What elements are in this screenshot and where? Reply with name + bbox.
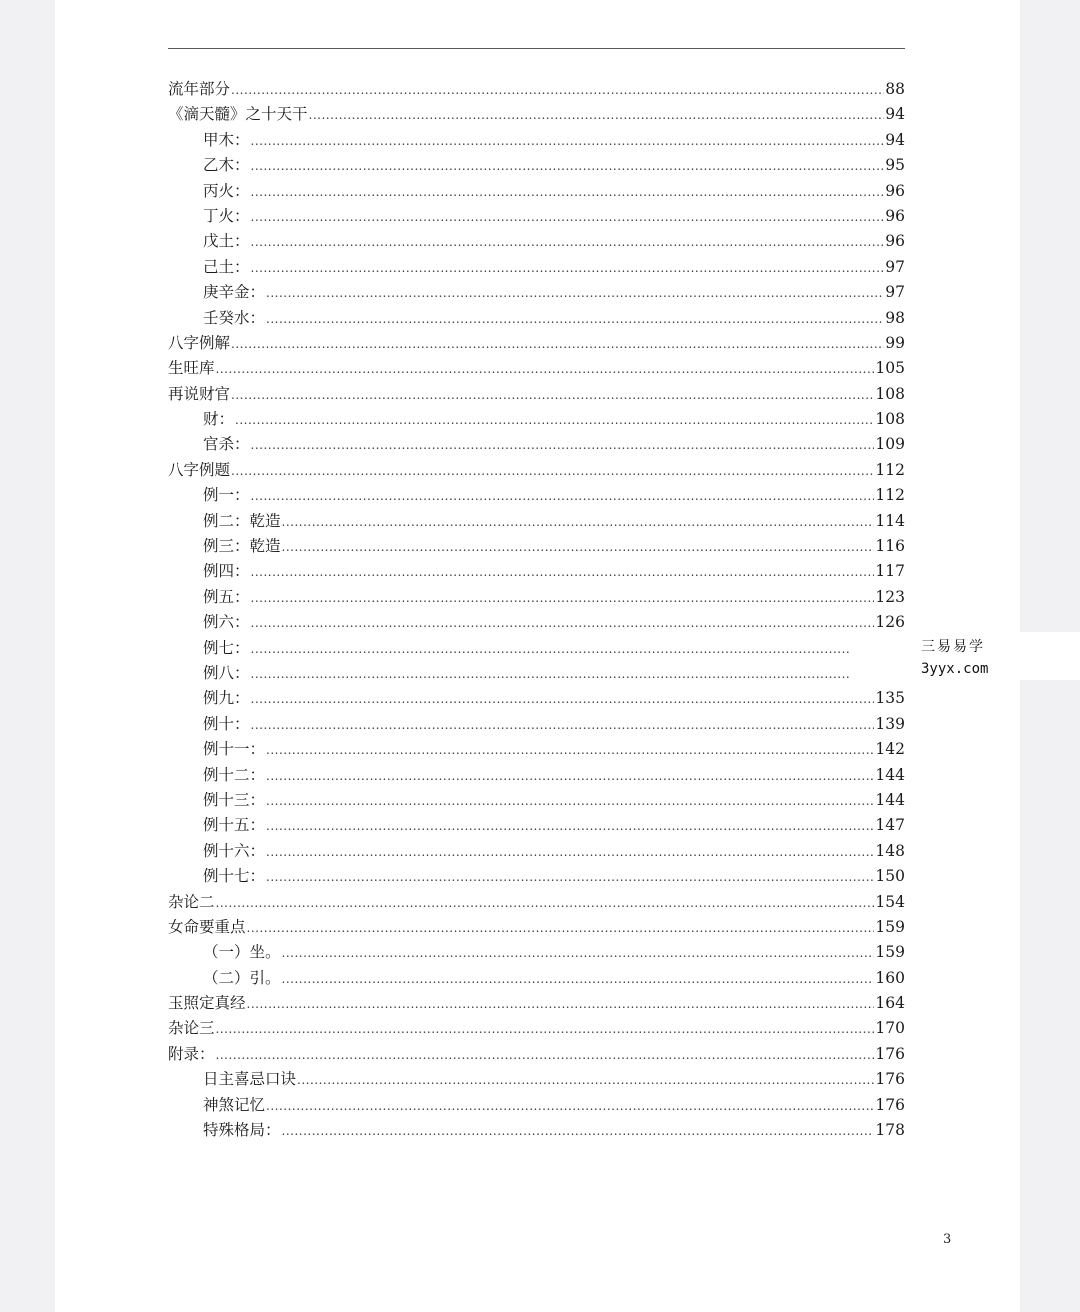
toc-leader [216, 357, 875, 382]
toc-entry[interactable] [168, 940, 905, 965]
toc-entry[interactable] [168, 1093, 905, 1118]
toc-entry-title: 再说财官 [168, 384, 231, 403]
toc-entry-title: 丁火： [203, 206, 250, 225]
watermark-url: 3yyx.com [921, 661, 989, 677]
toc-leader [251, 662, 849, 687]
toc-entry-title: 财： [203, 410, 235, 429]
toc-entry-page: 95 [885, 156, 905, 175]
toc-entry-page: 96 [885, 232, 905, 251]
toc-entry[interactable] [168, 1118, 905, 1143]
toc-entry-title: 例十一： [203, 740, 266, 759]
table-of-contents [168, 77, 905, 1143]
toc-entry-title: 生旺库 [168, 359, 215, 378]
toc-entry-page: 112 [875, 486, 905, 505]
toc-leader [251, 433, 875, 458]
toc-entry[interactable] [168, 229, 905, 254]
toc-entry-page: 98 [885, 308, 905, 327]
toc-entry[interactable] [168, 864, 905, 889]
toc-leader [251, 713, 875, 738]
toc-entry-page: 112 [875, 460, 905, 479]
toc-entry[interactable] [168, 661, 905, 686]
toc-entry[interactable] [168, 991, 905, 1016]
toc-entry-page: 108 [875, 410, 905, 429]
toc-entry[interactable] [168, 483, 905, 508]
toc-leader [266, 1094, 874, 1119]
toc-entry[interactable] [168, 585, 905, 610]
toc-leader [251, 586, 875, 611]
toc-entry-title: 例十六： [203, 841, 266, 860]
toc-entry[interactable] [168, 331, 905, 356]
site-watermark [896, 632, 1080, 680]
toc-entry-page: 97 [885, 257, 905, 276]
toc-entry-page: 142 [875, 740, 905, 759]
toc-entry[interactable] [168, 102, 905, 127]
toc-entry-title: 附录： [168, 1044, 215, 1063]
toc-entry[interactable] [168, 432, 905, 457]
toc-entry-title: 官杀： [203, 435, 250, 454]
toc-leader [251, 180, 885, 205]
toc-entry-page: 126 [875, 613, 905, 632]
toc-entry-page: 144 [875, 790, 905, 809]
toc-entry-page: 114 [875, 511, 905, 530]
toc-leader [266, 789, 874, 814]
toc-entry-title: 壬癸水： [203, 308, 266, 327]
toc-entry-page: 144 [875, 765, 905, 784]
toc-leader [251, 560, 875, 585]
toc-leader [251, 256, 885, 281]
toc-entry-title: 例六： [203, 613, 250, 632]
toc-leader [309, 103, 885, 128]
toc-entry-title: 乙木： [203, 156, 250, 175]
toc-entry[interactable] [168, 1016, 905, 1041]
toc-entry-title: 八字例解 [168, 333, 231, 352]
toc-entry[interactable] [168, 763, 905, 788]
toc-leader [266, 865, 874, 890]
toc-leader [231, 459, 874, 484]
toc-entry-page: 159 [875, 917, 905, 936]
toc-entry-title: 日主喜忌口诀 [203, 1070, 297, 1089]
toc-entry[interactable] [168, 890, 905, 915]
toc-entry-title: 甲木： [203, 130, 250, 149]
toc-entry-title: 神煞记忆 [203, 1095, 266, 1114]
toc-entry[interactable] [168, 280, 905, 305]
toc-entry-title: 特殊格局： [203, 1121, 281, 1140]
toc-entry[interactable] [168, 1042, 905, 1067]
toc-leader [251, 230, 885, 255]
toc-entry-title: （一）坐。 [203, 943, 281, 962]
toc-entry-page: 99 [885, 333, 905, 352]
toc-entry[interactable] [168, 915, 905, 940]
toc-entry-title: 《滴天髓》之十天干 [168, 105, 308, 124]
toc-leader [231, 78, 884, 103]
toc-entry-page: 164 [875, 994, 905, 1013]
toc-entry-page: 176 [875, 1044, 905, 1063]
toc-leader [251, 129, 885, 154]
toc-entry[interactable] [168, 128, 905, 153]
toc-leader [266, 281, 884, 306]
toc-leader [235, 408, 874, 433]
toc-entry-page: 170 [875, 1019, 905, 1038]
toc-entry-page: 135 [875, 689, 905, 708]
toc-entry[interactable] [168, 712, 905, 737]
toc-entry-page: 150 [875, 867, 905, 886]
toc-entry-title: 庚辛金： [203, 283, 266, 302]
toc-entry-page: 117 [875, 562, 905, 581]
document-page [55, 0, 1020, 1312]
toc-leader [247, 992, 875, 1017]
toc-entry-page: 123 [875, 587, 905, 606]
toc-entry[interactable] [168, 255, 905, 280]
toc-entry-title: 例五： [203, 587, 250, 606]
toc-leader [297, 1068, 874, 1093]
toc-entry-title: 戊土： [203, 232, 250, 251]
toc-entry-page: 176 [875, 1070, 905, 1089]
toc-entry[interactable] [168, 813, 905, 838]
toc-leader [251, 637, 849, 662]
toc-entry-title: 例十三： [203, 790, 266, 809]
toc-entry-title: 例七： [203, 638, 250, 657]
toc-entry-title: 己土： [203, 257, 250, 276]
toc-entry-page: 88 [885, 80, 905, 98]
toc-entry-title: 例八： [203, 663, 250, 682]
toc-entry-page: 94 [885, 105, 905, 124]
toc-entry[interactable] [168, 153, 905, 178]
toc-entry-page: 94 [885, 130, 905, 149]
toc-leader [266, 814, 874, 839]
toc-entry-page: 108 [875, 384, 905, 403]
toc-leader [216, 891, 875, 916]
toc-entry[interactable] [168, 77, 905, 102]
toc-entry[interactable] [168, 509, 905, 534]
toc-entry-page: 139 [875, 714, 905, 733]
toc-entry[interactable] [168, 966, 905, 991]
toc-entry-page: 96 [885, 181, 905, 200]
toc-entry-title: 女命要重点 [168, 917, 246, 936]
toc-entry-page: 176 [875, 1095, 905, 1114]
toc-leader [266, 307, 884, 332]
toc-entry[interactable] [168, 559, 905, 584]
toc-leader [266, 738, 874, 763]
toc-entry[interactable] [168, 610, 905, 635]
toc-entry-title: 例九： [203, 689, 250, 708]
toc-entry-title: 例十二： [203, 765, 266, 784]
toc-leader [282, 967, 875, 992]
toc-entry[interactable] [168, 204, 905, 229]
toc-entry-title: 八字例题 [168, 460, 231, 479]
toc-entry-title: 例一： [203, 486, 250, 505]
toc-entry[interactable] [168, 1067, 905, 1092]
toc-entry[interactable] [168, 534, 905, 559]
toc-entry-title: 玉照定真经 [168, 994, 246, 1013]
toc-leader [266, 764, 874, 789]
toc-entry-title: （二）引。 [203, 968, 281, 987]
toc-entry-title: 例十： [203, 714, 250, 733]
toc-entry-page: 147 [875, 816, 905, 835]
toc-entry-page: 116 [875, 537, 905, 556]
toc-entry[interactable] [168, 382, 905, 407]
toc-entry-page: 96 [885, 206, 905, 225]
toc-leader [231, 332, 884, 357]
toc-leader [216, 1017, 875, 1042]
toc-entry[interactable] [168, 636, 905, 661]
toc-entry-title: 丙火： [203, 181, 250, 200]
toc-entry-title: 流年部分 [168, 80, 231, 98]
toc-entry-page: 154 [875, 892, 905, 911]
toc-leader [251, 205, 885, 230]
toc-entry-title: 例十五： [203, 816, 266, 835]
toc-entry[interactable] [168, 179, 905, 204]
header-rule [168, 48, 905, 49]
toc-leader [282, 1119, 875, 1144]
toc-leader [251, 611, 875, 636]
toc-entry-title: 杂论二 [168, 892, 215, 911]
toc-entry-page: 148 [875, 841, 905, 860]
toc-entry[interactable] [168, 356, 905, 381]
toc-entry[interactable] [168, 458, 905, 483]
toc-entry-page: 105 [875, 359, 905, 378]
toc-entry[interactable] [168, 788, 905, 813]
watermark-name: 三易易学 [921, 639, 985, 655]
toc-leader [251, 687, 875, 712]
toc-leader [216, 1043, 875, 1068]
toc-entry-title: 杂论三 [168, 1019, 215, 1038]
toc-entry-title: 例二：乾造 [203, 511, 281, 530]
toc-leader [266, 840, 874, 865]
toc-entry-page: 159 [875, 943, 905, 962]
toc-entry-page: 160 [875, 968, 905, 987]
toc-entry[interactable] [168, 686, 905, 711]
toc-leader [247, 916, 875, 941]
toc-entry-title: 例十七： [203, 867, 266, 886]
toc-entry[interactable] [168, 737, 905, 762]
page-number: 3 [943, 1232, 952, 1247]
toc-leader [282, 510, 875, 535]
toc-entry-page: 178 [875, 1121, 905, 1140]
toc-entry-title: 例三：乾造 [203, 537, 281, 556]
toc-entry[interactable] [168, 306, 905, 331]
toc-leader [282, 535, 875, 560]
toc-entry[interactable] [168, 839, 905, 864]
toc-entry-page: 97 [885, 283, 905, 302]
toc-entry-title: 例四： [203, 562, 250, 581]
toc-leader [251, 484, 875, 509]
toc-leader [282, 941, 875, 966]
toc-leader [251, 154, 885, 179]
toc-entry[interactable] [168, 407, 905, 432]
toc-entry-page: 109 [875, 435, 905, 454]
toc-leader [231, 383, 874, 408]
